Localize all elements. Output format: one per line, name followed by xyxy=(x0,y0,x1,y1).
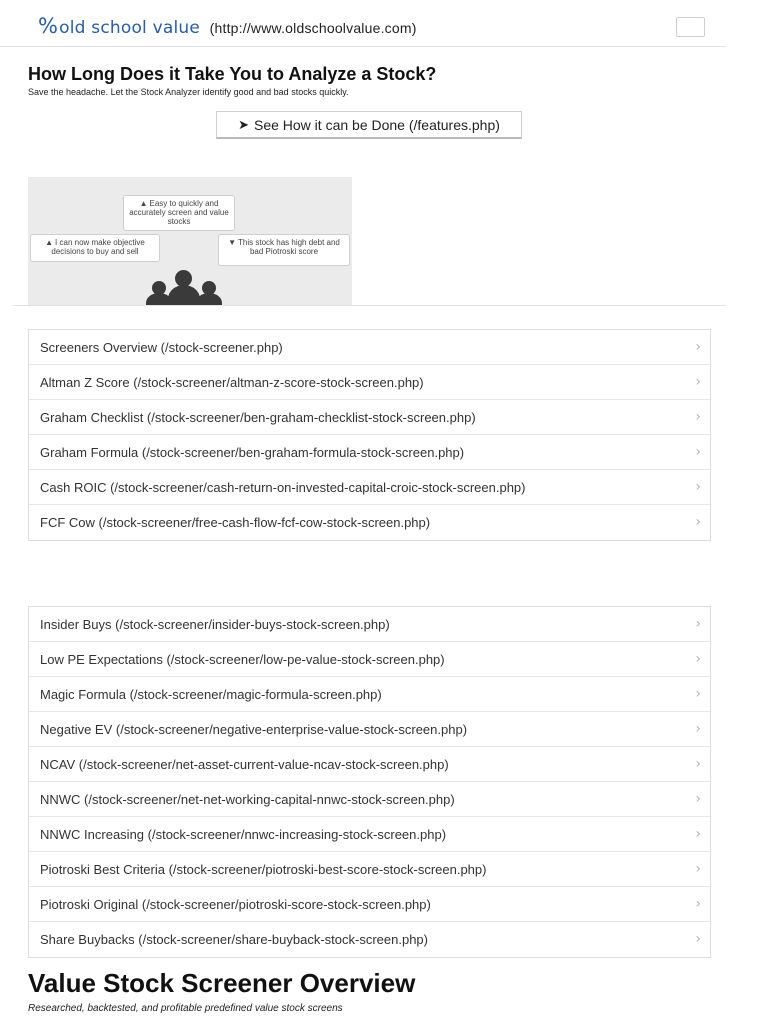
list-item[interactable] xyxy=(29,330,710,365)
list-item[interactable] xyxy=(29,607,710,642)
see-how-button-label: See How it can be Done (/features.php) xyxy=(253,116,500,133)
rocket-icon: ➤ xyxy=(238,116,249,132)
list-item-label: Magic Formula (/stock-screener/magic-formula-screen.php) xyxy=(40,686,382,702)
logo-text: old school value xyxy=(59,18,201,38)
chevron-right-icon: › xyxy=(695,791,701,807)
list-item[interactable] xyxy=(29,922,710,957)
site-logo[interactable] xyxy=(38,14,417,38)
section-title: Value Stock Screener Overview xyxy=(28,968,416,998)
promo-image xyxy=(28,177,352,306)
chevron-right-icon: › xyxy=(695,931,701,947)
promo-bubble-top-text: Easy to quickly and accurately screen and value stocks xyxy=(129,199,229,226)
list-item[interactable] xyxy=(29,677,710,712)
list-item-label: Share Buybacks (/stock-screener/share-buyback-stock-screen.php) xyxy=(40,932,428,947)
list-item[interactable] xyxy=(29,642,710,677)
list-item-label: Piotroski Original (/stock-screener/piotroski-score-stock-screen.php) xyxy=(40,896,431,912)
list-item-label: Graham Checklist (/stock-screener/ben-graham-checklist-stock-screen.php) xyxy=(40,409,476,425)
chevron-right-icon: › xyxy=(695,479,701,495)
list-item-label: Low PE Expectations (/stock-screener/low-pe-value-stock-screen.php) xyxy=(40,651,445,667)
chevron-right-icon: › xyxy=(695,374,701,390)
list-item[interactable] xyxy=(29,505,710,540)
screener-list-primary xyxy=(28,329,711,541)
list-item-label: NNWC (/stock-screener/net-net-working-capital-nnwc-stock-screen.php) xyxy=(40,791,455,807)
list-item[interactable] xyxy=(29,435,710,470)
list-item-label: Screeners Overview (/stock-screener.php) xyxy=(40,339,283,355)
list-item-label: Altman Z Score (/stock-screener/altman-z-score-stock-screen.php) xyxy=(40,374,424,390)
chevron-right-icon: › xyxy=(695,409,701,425)
chevron-right-icon: › xyxy=(695,616,701,632)
list-item[interactable] xyxy=(29,782,710,817)
screener-list-secondary xyxy=(28,606,711,958)
site-header xyxy=(0,0,726,47)
hero-subtitle: Save the headache. Let the Stock Analyzer identify good and bad stocks quickly. xyxy=(28,87,349,97)
menu-toggle-button[interactable] xyxy=(676,17,705,37)
list-item[interactable] xyxy=(29,887,710,922)
thumbs-up-icon: ▲ xyxy=(139,199,148,208)
list-item[interactable] xyxy=(29,712,710,747)
chevron-right-icon: › xyxy=(695,721,701,737)
list-item[interactable] xyxy=(29,852,710,887)
list-item-label: Graham Formula (/stock-screener/ben-graham-formula-stock-screen.php) xyxy=(40,444,465,460)
hero-title: How Long Does it Take You to Analyze a Stock? xyxy=(28,64,437,84)
chevron-right-icon: › xyxy=(695,444,701,460)
list-item[interactable] xyxy=(29,817,710,852)
thumbs-down-icon: ▼ xyxy=(228,238,237,247)
list-item[interactable] xyxy=(29,365,710,400)
chevron-right-icon: › xyxy=(695,896,701,912)
list-item-label: NNWC Increasing (/stock-screener/nnwc-increasing-stock-screen.php) xyxy=(40,826,447,842)
chevron-right-icon: › xyxy=(695,826,701,842)
list-item-label: Insider Buys (/stock-screener/insider-buys-stock-screen.php) xyxy=(40,616,390,632)
promo-bubble-top xyxy=(123,195,235,231)
promo-bubble-right xyxy=(218,234,350,266)
chevron-right-icon: › xyxy=(695,686,701,702)
promo-bubble-right-text: This stock has high debt and bad Piotroski score xyxy=(238,238,340,256)
logo-url[interactable]: (http://www.oldschoolvalue.com) xyxy=(209,20,417,36)
list-item-label: FCF Cow (/stock-screener/free-cash-flow-fcf-cow-stock-screen.php) xyxy=(40,515,431,530)
list-item[interactable] xyxy=(29,400,710,435)
promo-bubble-left xyxy=(30,234,160,262)
see-how-button[interactable] xyxy=(216,111,522,139)
thumbs-up-icon: ▲ xyxy=(45,238,54,247)
section-divider xyxy=(13,305,726,306)
chevron-right-icon: › xyxy=(695,756,701,772)
list-item-label: Cash ROIC (/stock-screener/cash-return-on-invested-capital-croic-stock-screen.php) xyxy=(40,479,526,495)
list-item-label: Negative EV (/stock-screener/negative-enterprise-value-stock-screen.php) xyxy=(40,721,468,737)
list-item[interactable] xyxy=(29,470,710,505)
list-item[interactable] xyxy=(29,747,710,782)
chevron-right-icon: › xyxy=(695,339,701,355)
list-item-label: Piotroski Best Criteria (/stock-screener/piotroski-best-score-stock-screen.php) xyxy=(40,861,487,877)
chevron-right-icon: › xyxy=(695,514,701,530)
section-subtitle: Researched, backtested, and profitable predefined value stock screens xyxy=(28,1003,343,1014)
chevron-right-icon: › xyxy=(695,861,701,877)
logo-percent-symbol: % xyxy=(38,14,59,38)
chevron-right-icon: › xyxy=(695,651,701,667)
list-item-label: NCAV (/stock-screener/net-asset-current-value-ncav-stock-screen.php) xyxy=(40,756,449,772)
promo-bubble-left-text: I can now make objective decisions to buy and sell xyxy=(51,238,145,256)
